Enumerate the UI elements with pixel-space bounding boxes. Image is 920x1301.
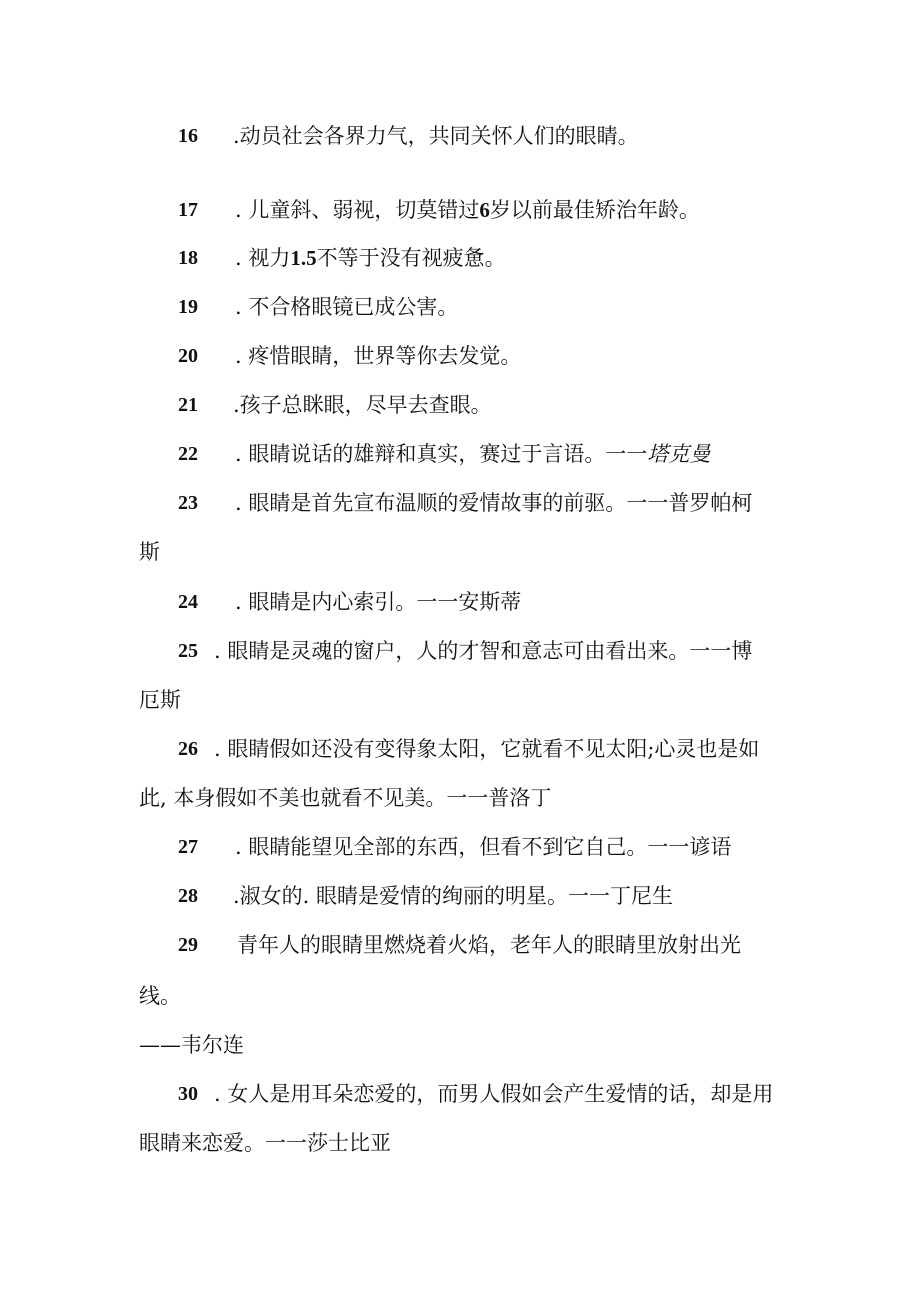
item-text: . 视力1.5不等于没有视疲惫。: [235, 246, 506, 270]
item-text: . 眼睛假如还没有变得象太阳，它就看不见太阳;心灵也是如: [214, 737, 760, 761]
attribution-italic: 塔克曼: [647, 442, 711, 466]
item-number: 25: [178, 640, 198, 662]
item-text: . 儿童斜、弱视，切莫错过6岁以前最佳矫治年龄。: [235, 198, 700, 222]
item-number: 29: [178, 934, 198, 956]
item-text: .淑女的. 眼睛是爱情的绚丽的明星。一一丁尼生: [233, 884, 674, 908]
item-number: 21: [178, 394, 198, 416]
item-text: .动员社会各界力气，共同关怀人们的眼睛。: [233, 124, 639, 148]
item-text-continued: 眼睛来恋爱。一一莎士比亚: [139, 1131, 391, 1155]
item-number: 16: [178, 125, 198, 147]
attribution-text: ——韦尔连: [139, 1033, 244, 1057]
item-text: . 眼睛是灵魂的窗户，人的才智和意志可由看出来。一一博: [214, 639, 753, 663]
item-number: 18: [178, 247, 198, 269]
item-number: 17: [178, 199, 198, 221]
item-text: . 眼睛是首先宣布温顺的爱情故事的前驱。一一普罗帕柯: [235, 491, 753, 515]
item-number: 20: [178, 345, 198, 367]
item-text: 青年人的眼睛里燃烧着火焰，老年人的眼睛里放射出光: [237, 933, 741, 957]
item-number: 24: [178, 591, 198, 613]
item-number: 28: [178, 885, 198, 907]
item-text: . 眼睛说话的雄辩和真实，赛过于言语。一一塔克曼: [235, 442, 711, 466]
item-text: . 眼睛能望见全部的东西，但看不到它自己。一一谚语: [235, 835, 732, 859]
item-number: 26: [178, 738, 198, 760]
item-text-continued: 此, 本身假如不美也就看不见美。一一普洛丁: [139, 786, 552, 810]
item-text: . 不合格眼镜已成公害。: [235, 295, 459, 319]
item-number: 23: [178, 492, 198, 514]
item-number: 30: [178, 1083, 198, 1105]
item-text: .孩子总眯眼，尽早去查眼。: [233, 393, 492, 417]
item-text-continued: 斯: [139, 540, 160, 564]
item-text: . 疼惜眼睛，世界等你去发觉。: [235, 344, 522, 368]
item-text: . 眼睛是内心索引。一一安斯蒂: [235, 590, 522, 614]
item-number: 27: [178, 836, 198, 858]
item-number: 19: [178, 296, 198, 318]
item-text-continued: 厄斯: [139, 688, 181, 712]
item-number: 22: [178, 443, 198, 465]
item-text-continued: 线。: [139, 984, 181, 1008]
item-text: . 女人是用耳朵恋爱的，而男人假如会产生爱情的话，却是用: [214, 1082, 774, 1106]
